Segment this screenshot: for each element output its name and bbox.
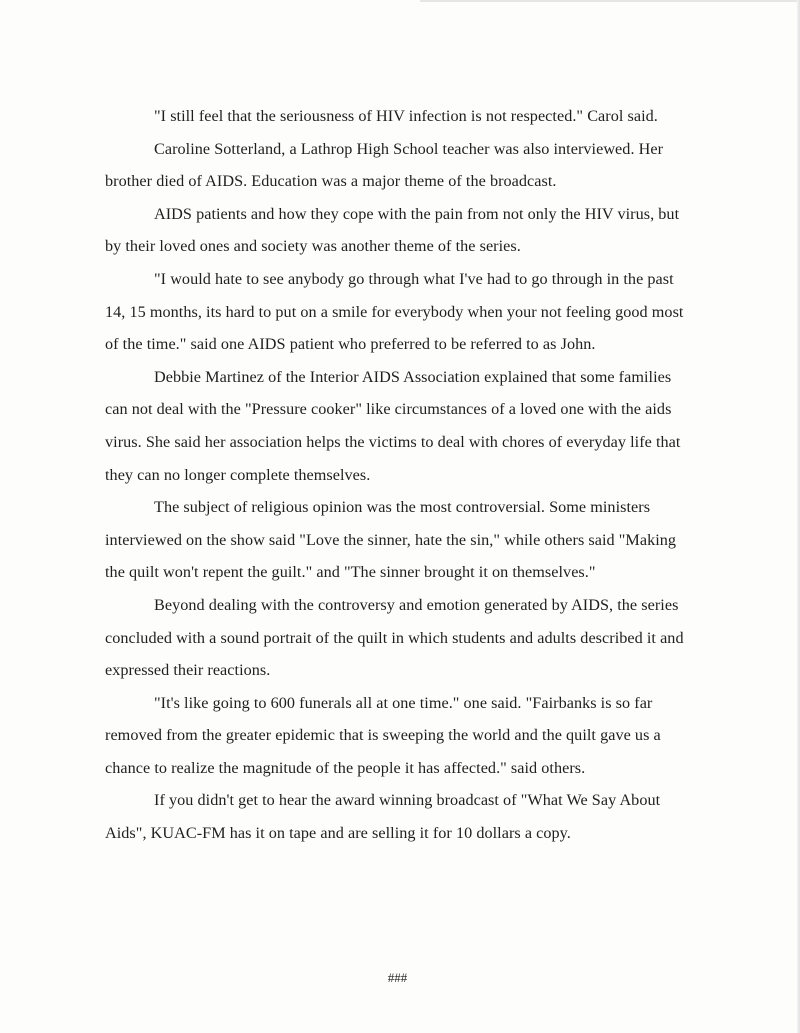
end-mark: ### (387, 970, 408, 985)
paragraph-sound-portrait: Beyond dealing with the controversy and emotion generated by AIDS, the series concluded with a sound portrait of the quilt in which students and adults described it and expressed their reactions. (105, 595, 684, 680)
scan-border-top (420, 0, 800, 2)
paragraph-broadcast-tape: If you didn't get to hear the award winning broadcast of "What We Say About Aids", KUAC-FM has it on tape and are selling it for 10 dollars a copy. (105, 791, 661, 843)
paragraph-religious-opinion: The subject of religious opinion was the most controversial. Some ministers interviewed on the show said "Love the sinner, hate the sin," while others said "Making the quilt won't repent the guilt." and "The sinner brought it on themselves." (105, 498, 677, 582)
paragraph-john-quote: "I would hate to see anybody go through what I've had to go through in the past 14, 15 months, its hard to put on a smile for everybody when your not feeling good most of the time." said one AIDS patient who preferred to be referred to as John. (105, 269, 684, 354)
paragraph-aids-patients: AIDS patients and how they cope with the pain from not only the HIV virus, but by their loved ones and society was another theme of the series. (105, 204, 680, 256)
article-body (105, 100, 697, 850)
paragraph-caroline-sotterland: Caroline Sotterland, a Lathrop High School teacher was also interviewed. Her brother died of AIDS. Education was a major theme of the broadcast. (105, 139, 664, 191)
paragraph-funerals-quote: "It's like going to 600 funerals all at one time." one said. "Fairbanks is so far removed from the greater epidemic that is sweeping the world and the quilt gave us a chance to realize the magnitude of the people it has affected." said others. (105, 693, 661, 777)
paragraph-debbie-martinez: Debbie Martinez of the Interior AIDS Association explained that some families can not deal with the "Pressure cooker" like circumstances of a loved one with the aids virus. She said her association helps the victims to deal with chores of everyday life that they can no longer complete themselves. (105, 367, 681, 484)
paragraph-carol-quote: "I still feel that the seriousness of HIV infection is not respected." Carol said. (154, 107, 658, 125)
